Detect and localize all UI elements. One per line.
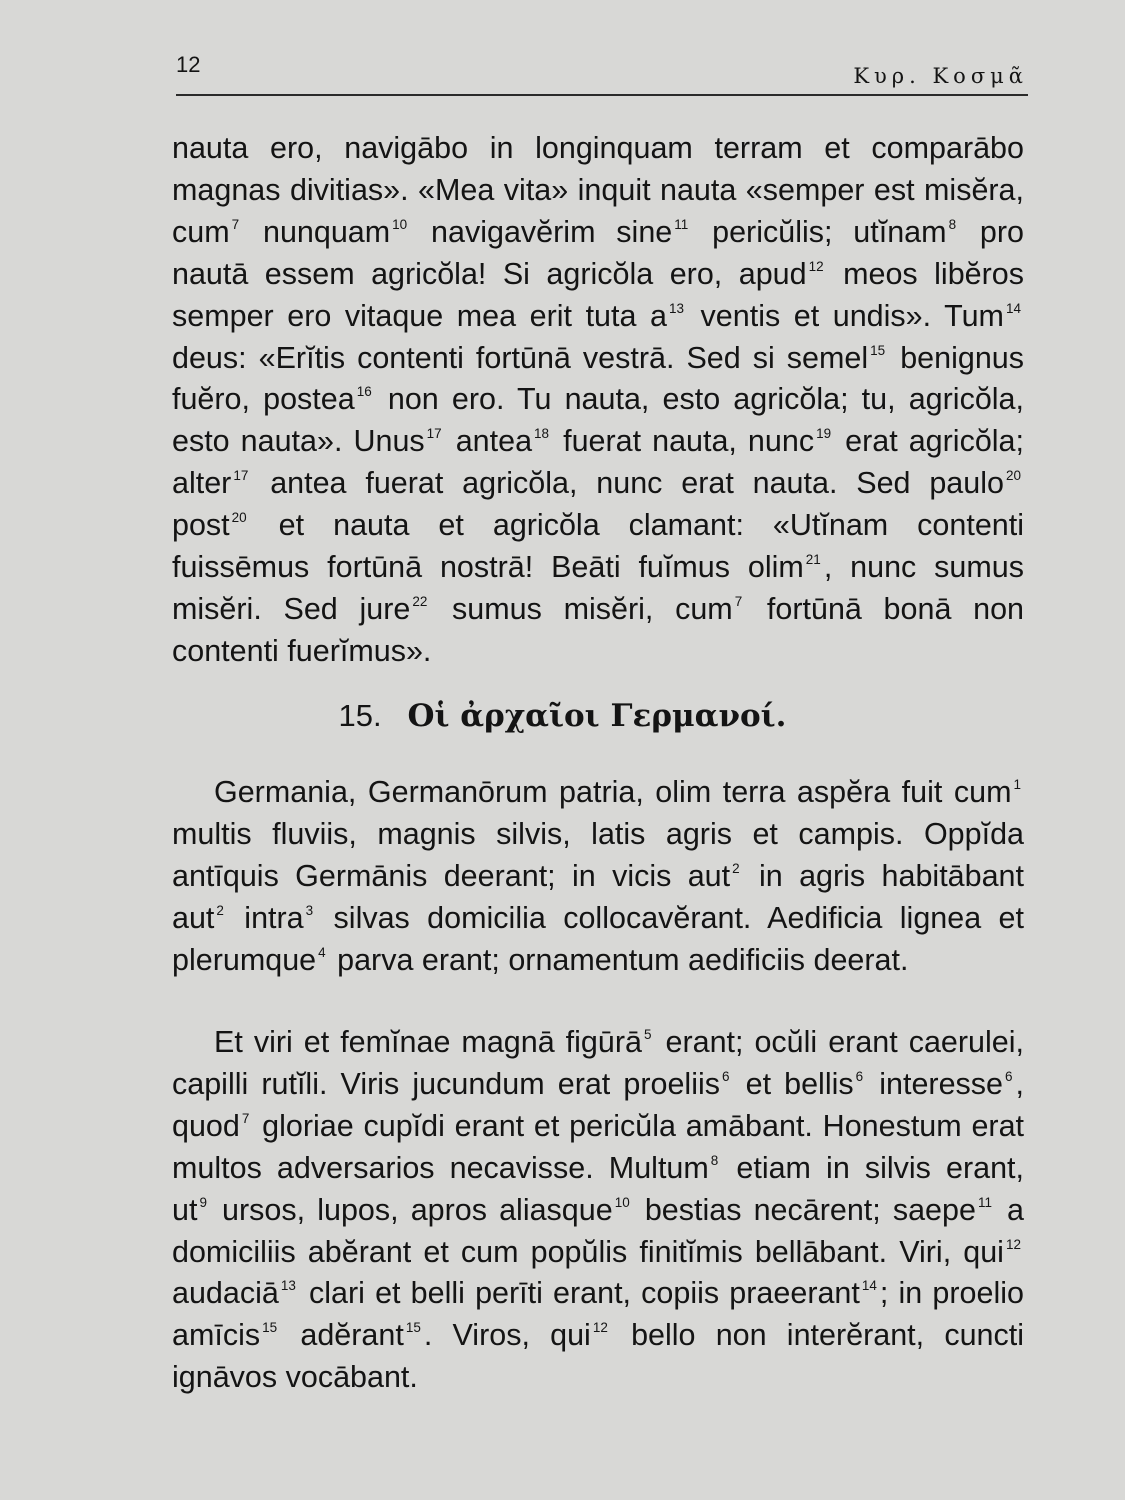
section-number: 15. bbox=[338, 698, 382, 733]
footnote-marker: 15 bbox=[405, 1320, 421, 1336]
footnote-marker: 6 bbox=[855, 1068, 864, 1084]
running-head: Κυρ. Κοσμᾶ bbox=[853, 64, 1028, 88]
footnote-marker: 4 bbox=[318, 944, 326, 960]
footnote-marker: 6 bbox=[722, 1068, 730, 1084]
text-paragraph: Et viri et femĭnae magnā figūrā $^5$ erant; ocŭli erant caerulei, capilli rutĭli. Viris jucundum erat proeliis $^6$ et bellis $^6$ interesse $^6$, quod $^7$ gloriae cupĭdi erant et pericŭla amābant. Honestum erat multos adversarios necavisse. Multum $^8$ etiam in silvis erant, ut $^9$ ursos, lupos, apros aliasque $^{10}$ bestias necārent; saepe $^{11}$ a domiciliis abĕrant et cum popŭlis finitĭmis bellābant. Viri, qui $^{12}$ audaciā $^{13}$ clari et belli perīti erant, copiis praeerant $^{14}$; in proelio amīcis $^{15}$ adĕrant $^{15}$. Viros, qui $^{12}$ bello non interĕrant, cuncti ignāvos vocābant. bbox=[172, 1025, 1025, 1395]
footnote-marker: 17 bbox=[233, 468, 249, 484]
paragraph-viri bbox=[172, 1022, 1024, 1399]
footnote-marker: 20 bbox=[1005, 468, 1021, 484]
footnote-marker: 14 bbox=[861, 1278, 877, 1294]
footnote-marker: 5 bbox=[643, 1027, 652, 1042]
footnote-marker: 12 bbox=[1005, 1236, 1021, 1252]
footnote-marker: 10 bbox=[392, 216, 408, 232]
footnote-marker: 11 bbox=[674, 216, 689, 232]
page-number: 12 bbox=[176, 52, 201, 77]
page-header bbox=[176, 50, 1028, 96]
footnote-marker: 7 bbox=[241, 1110, 250, 1126]
footnote-marker: 12 bbox=[592, 1320, 608, 1336]
footnote-marker: 17 bbox=[426, 426, 442, 442]
footnote-marker: 2 bbox=[732, 860, 740, 876]
footnote-marker: 1 bbox=[1013, 777, 1021, 792]
footnote-marker: 13 bbox=[280, 1278, 296, 1294]
footnote-marker: 3 bbox=[305, 902, 314, 918]
footnote-marker: 19 bbox=[816, 426, 832, 442]
footnote-marker: 10 bbox=[614, 1194, 630, 1210]
footnote-marker: 20 bbox=[231, 510, 247, 526]
paragraph-germania bbox=[172, 772, 1024, 982]
section-title: Οἱ ἀρχαῖοι Γερμανοί. bbox=[407, 698, 787, 734]
text-paragraph: Germania, Germanōrum patria, olim terra aspĕra fuit cum $^1$ multis fluviis, magnis silvis, latis agris et campis. Oppĭda antīquis Germānis deerant; in vicis aut $^2$ in agris habitābant aut $^2$ intra $^3$ silvas domicilia collocavĕrant. Aedificia lignea et plerumque $^4$ parva erant; ornamentum aedificiis deerat. bbox=[172, 775, 1024, 977]
footnote-marker: 16 bbox=[356, 384, 372, 400]
footnote-marker: 13 bbox=[668, 300, 684, 316]
footnote-marker: 12 bbox=[808, 258, 824, 274]
footnote-marker: 15 bbox=[870, 342, 886, 358]
footnote-marker: 9 bbox=[199, 1194, 207, 1210]
footnote-marker: 8 bbox=[710, 1152, 719, 1168]
footnote-marker: 7 bbox=[231, 216, 240, 232]
footnote-marker: 7 bbox=[734, 593, 743, 609]
footnote-marker: 6 bbox=[1005, 1068, 1013, 1084]
section-heading bbox=[0, 698, 1125, 734]
footnote-marker: 8 bbox=[948, 216, 957, 232]
footnote-marker: 22 bbox=[412, 593, 428, 609]
footnote-marker: 2 bbox=[216, 902, 224, 918]
text-paragraph: nauta ero, navigābo in longinquam terram et comparābo magnas divitias». «Mea vita» inquit nauta «semper est misĕra, cum $^7$ nunquam $^{10}$ navigavĕrim sine $^{11}$ pericŭlis; utĭnam $^8$ pro nautā essem agricŏla! Si agricŏla ero, apud $^{12}$ meos libĕros semper ero vitaque mea erit tuta a $^{13}$ ventis et undis». Tum $^{14}$ deus: «Erĭtis contenti fortūnā vestrā. Sed si semel $^{15}$ benignus fuĕro, postea $^{16}$ non ero. Tu nauta, esto agricŏla; tu, agricŏla, esto nauta». Unus $^{17}$ antea $^{18}$ fuerat nauta, nunc $^{19}$ erat agricŏla; alter $^{17}$ antea fuerat agricŏla, nunc erat nauta. Sed paulo $^{20}$ post $^{20}$ et nauta et agricŏla clamant: «Utĭnam contenti fuissēmus fortūnā nostrā! Beāti fuĭmus olim $^{21}$, nunc sumus misĕri. Sed jure $^{22}$ sumus misĕri, cum $^7$ fortūnā bonā non contenti fuerĭmus». bbox=[172, 131, 1025, 668]
footnote-marker: 18 bbox=[534, 426, 550, 442]
footnote-marker: 21 bbox=[805, 552, 821, 568]
footnote-marker: 15 bbox=[262, 1320, 278, 1336]
footnote-marker: 11 bbox=[977, 1194, 992, 1210]
footnote-marker: 14 bbox=[1005, 300, 1022, 316]
passage-continuation bbox=[172, 128, 1024, 673]
